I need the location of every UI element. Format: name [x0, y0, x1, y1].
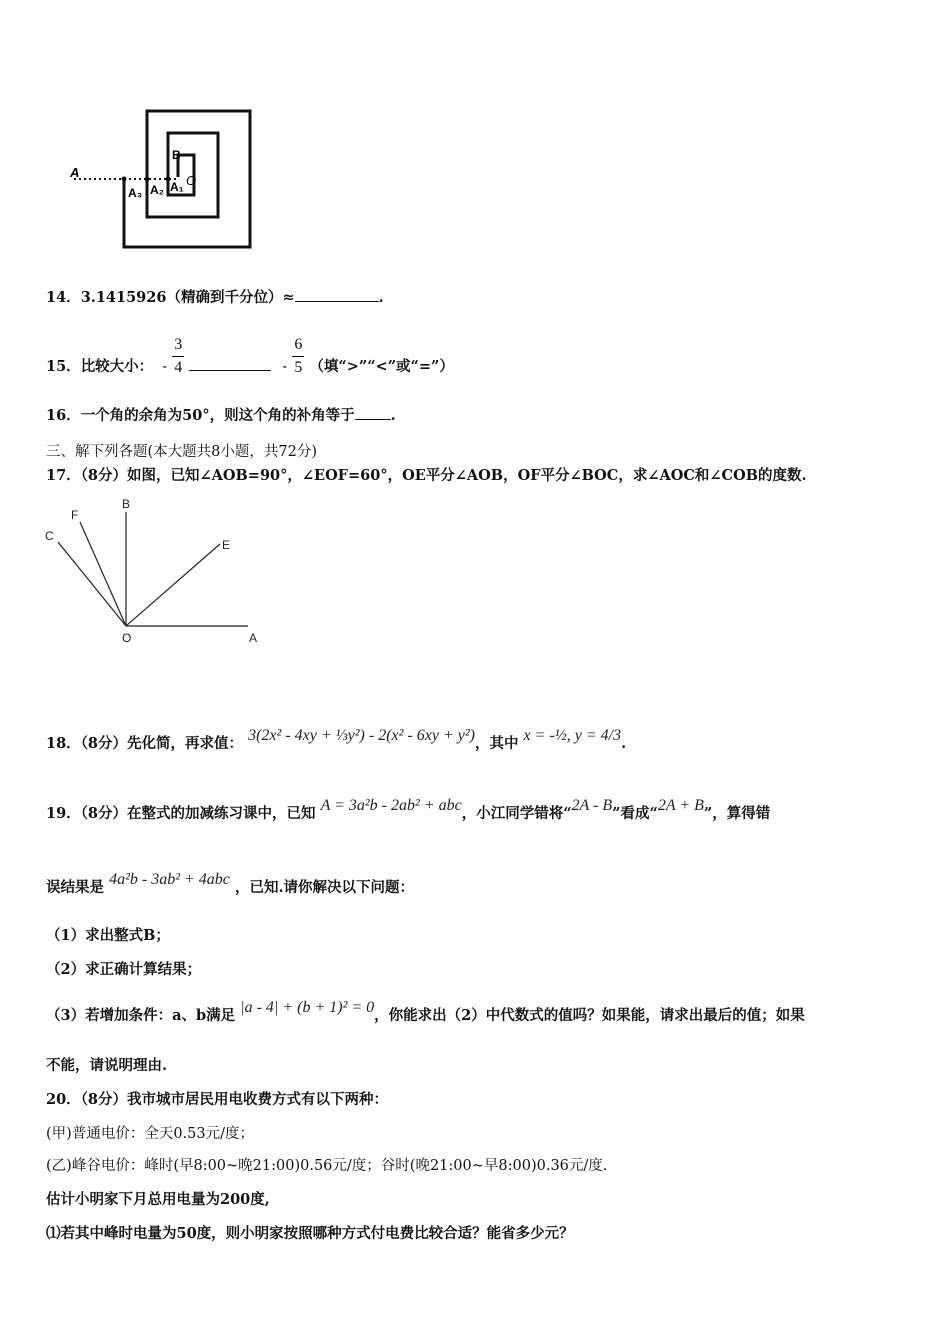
q16-text: 一个角的余角为50°，则这个角的补角等于: [80, 407, 355, 424]
q19-text-3: ”看成“: [612, 805, 658, 822]
q14-text: 3.1415926（精确到千分位）≈: [80, 289, 295, 306]
q16-end: .: [390, 407, 396, 424]
q15-hint: （填“>”“<”或“=”）: [309, 357, 454, 375]
angle-figure: [38, 494, 268, 649]
question-17: [46, 464, 807, 485]
q16-number: 16．: [46, 407, 81, 424]
q19-part-3-lead: （3）若增加条件：a、b满足: [46, 1007, 236, 1024]
q19-right-expr: 2A + B: [657, 797, 704, 814]
fig13-label-a1: A₁: [170, 180, 184, 194]
q19-text-6: ，已知.请你解决以下问题：: [234, 879, 415, 896]
question-14: [46, 286, 384, 307]
fig17-label-c: C: [45, 529, 54, 543]
q15-frac2-num: 6: [292, 334, 304, 357]
fig13-label-a3: A₃: [128, 186, 143, 200]
q15-frac2-sign: -: [282, 358, 288, 375]
q20-estimate: 估计小明家下月总用电量为200度,: [46, 1191, 270, 1208]
fig13-label-b: B: [172, 148, 181, 162]
q19-part-3-text: ，你能求出（2）中代数式的值吗？如果能，请求出最后的值；如果: [374, 1007, 805, 1024]
fig17-label-e: E: [222, 538, 231, 552]
q20-text: （8分）我市城市居民用电收费方式有以下两种：: [80, 1091, 389, 1108]
q19-part-3: [46, 999, 805, 1025]
q19-number: 19．: [46, 805, 81, 822]
q18-where: ，其中: [474, 735, 519, 752]
q15-frac1-den: 4: [174, 359, 183, 376]
q15-frac1-num: 3: [172, 334, 184, 357]
q19-text-4: ”，算得错: [703, 805, 771, 822]
question-18: [46, 727, 627, 753]
q14-answer-blank: [295, 300, 379, 302]
q15-lead: 比较大小：: [80, 357, 154, 375]
q15-fraction-2: [292, 334, 304, 379]
q15-answer-blank: [189, 369, 271, 371]
q19-result-expr: 4a²b - 3ab² + 4abc: [109, 871, 230, 888]
spiral-squares-figure: [62, 105, 262, 255]
q15-number: 15．: [46, 357, 81, 375]
q20-option-a: (甲)普通电价：全天0.53元/度；: [46, 1126, 254, 1142]
q20-option-b: (乙)峰谷电价：峰时(早8:00~晚21:00)0.56元/度；谷时(晚21:00~早8:00)0.36元/度.: [46, 1158, 608, 1174]
q18-end: .: [621, 735, 627, 752]
fig13-label-a: A: [70, 165, 80, 180]
q16-answer-blank: [355, 418, 391, 420]
fig17-label-f: F: [71, 508, 79, 522]
q15-frac2-den: 5: [294, 359, 303, 376]
fig13-label-o: O: [186, 173, 197, 188]
q19-text-2: ，小江同学错将“: [461, 805, 572, 822]
q17-text: （8分）如图，已知∠AOB=90°，∠EOF=60°，OE平分∠AOB，OF平分∠BOC，求∠AOC和∠COB的度数.: [80, 467, 807, 484]
question-16: [46, 404, 396, 425]
fig13-label-a2: A₂: [150, 183, 164, 197]
q15-frac1-sign: -: [162, 358, 168, 375]
q19-text-1: （8分）在整式的加减练习课中，已知: [80, 805, 316, 822]
q19-part-1: （1）求出整式B；: [46, 927, 170, 944]
section-3-header: 三、解下列各题(本大题共8小题，共72分): [46, 444, 317, 460]
fig17-label-a: A: [249, 631, 258, 645]
q18-text: （8分）先化简，再求值：: [80, 735, 244, 752]
q19-wrong-expr: 2A - B: [571, 797, 613, 814]
fig17-label-o: O: [122, 631, 132, 645]
question-20: [46, 1088, 388, 1109]
q18-expression: 3(2x² - 4xy + ⅓y²) - 2(x² - 6xy + y²): [248, 727, 475, 744]
question-19-line-1: [46, 797, 771, 823]
q20-part-1: ⑴若其中峰时电量为50度，则小明家按照哪种方式付电费比较合适？能省多少元？: [46, 1225, 574, 1242]
q18-condition: x = -½, y = 4/3: [523, 727, 622, 744]
q19-part-2: （2）求正确计算结果；: [46, 961, 202, 978]
q14-number: 14．: [46, 289, 81, 306]
question-19-line-2: [46, 871, 415, 897]
q14-end: .: [378, 289, 384, 306]
q15-fraction-1: [172, 334, 184, 379]
q20-number: 20．: [46, 1091, 81, 1108]
q19-part-3-expr: |a - 4| + (b + 1)² = 0: [240, 999, 375, 1016]
q17-number: 17．: [46, 467, 81, 484]
q19-part-3-cont: 不能，请说明理由.: [46, 1057, 168, 1074]
question-15: [46, 322, 454, 376]
q19-expr-a: A = 3a²b - 2ab² + abc: [320, 797, 462, 814]
q18-number: 18．: [46, 735, 81, 752]
q19-text-5: 误结果是: [46, 879, 104, 896]
fig17-label-b: B: [122, 497, 131, 511]
